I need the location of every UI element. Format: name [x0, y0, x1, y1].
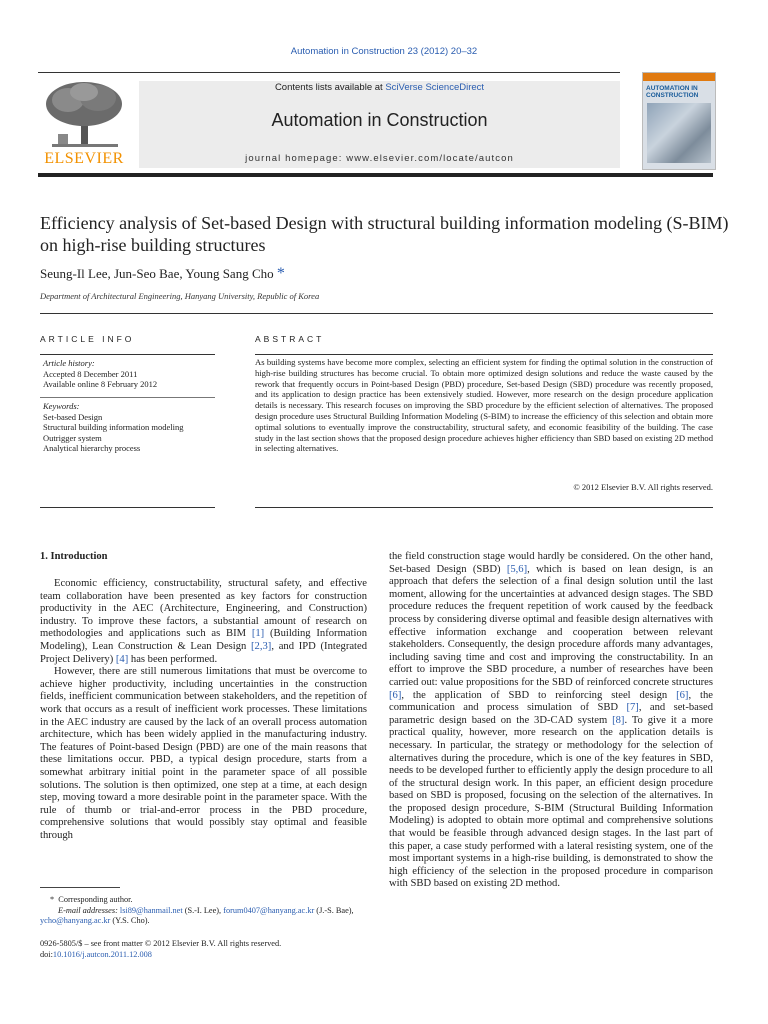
article-title: Efficiency analysis of Set-based Design with structural building information modeling (S-BIM) on high-rise building structures — [40, 213, 729, 255]
abstract-bottom-rule — [255, 507, 713, 508]
citation-link[interactable]: [1] — [251, 628, 265, 640]
article-info-heading: ARTICLE INFO — [40, 334, 135, 344]
section-heading-introduction: 1. Introduction — [40, 551, 108, 562]
author-affiliation: Department of Architectural Engineering, Hanyang University, Republic of Korea — [40, 291, 320, 301]
elsevier-wordmark: ELSEVIER — [44, 150, 124, 167]
cover-title: AUTOMATION IN CONSTRUCTION — [646, 85, 699, 99]
corresponding-author-mark[interactable]: * — [276, 265, 285, 282]
email-link[interactable]: ycho@hanyang.ac.kr — [40, 916, 111, 925]
journal-reference[interactable]: Automation in Construction 23 (2012) 20–32 — [290, 46, 478, 57]
author-list: Seung-Il Lee, Jun-Seo Bae, Young Sang Cho * — [40, 265, 285, 282]
history-label: Article history: — [43, 358, 95, 368]
article-info-rule — [40, 354, 215, 355]
elsevier-logo — [38, 78, 130, 168]
email-link[interactable]: forum0407@hanyang.ac.kr — [223, 905, 315, 915]
intro-paragraph-1: Economic efficiency, constructability, structural safety, and effective team collaboration have been presented as key factors for construction productivity in the AEC (Architecture, Engineering, and Construction) industry. To improve these factors, a substantial amount of research on methodologies and applications such as BIM [1] (Building Information Modeling), Lean Construction & Lean Design [2,3], and IPD (Integrated Project Delivery) [4] has been performed. — [40, 578, 367, 665]
keyword-item: Set-based Design — [43, 411, 103, 422]
issn-line: 0926-5805/$ – see front matter © 2012 Elsevier B.V. All rights reserved. — [40, 939, 282, 948]
keyword-item: Analytical hierarchy process — [43, 443, 141, 453]
abstract-text: As building systems have become more complex, selecting an efficient system for finding the optimal solution in the construction of high-rise building structures has become crucial. To obtain more optimized design solutions and reduce the waste caused by the rework that frequently occurs in Point-based Design (PBD) procedure, Set-based Design (SBD) procedure was recently proposed, and its application to design practice has been extensively studied. However, more research on the design procedure application details is necessary. This research focuses on improving the SBD procedure by the efficient selection of alternatives. The proposed design procedure uses Structural Building Information Modeling (S-BIM) to increase the efficiency of this selection and obtain more optimal solutions to eventually improve the constructability, structural safety, and economic feasibility of the building. The case study in the last section shows that the proposed design procedure achieves higher efficiency than SBD based on existing 2D method in selecting alternatives. — [255, 357, 713, 454]
citation-link[interactable]: [5,6] — [506, 563, 528, 575]
article-history — [43, 358, 218, 390]
article-info-bottom-rule — [40, 507, 215, 508]
citation-link[interactable]: [8] — [612, 714, 625, 726]
journal-cover-thumbnail — [642, 72, 716, 170]
email-link[interactable]: lsi89@hanmail.net — [119, 905, 183, 915]
copyright-line: © 2012 Elsevier B.V. All rights reserved. — [573, 482, 713, 492]
journal-title: Automation in Construction — [271, 110, 488, 130]
footnotes — [40, 895, 370, 927]
keywords-label: Keywords: — [43, 401, 80, 411]
citation-link[interactable]: [2,3] — [251, 640, 272, 652]
journal-homepage[interactable]: journal homepage: www.elsevier.com/locate/autcon — [245, 153, 514, 164]
citation-link[interactable]: [7] — [626, 702, 639, 714]
header-top-rule — [38, 72, 620, 73]
header-bottom-rule — [38, 173, 713, 177]
intro-paragraph-2: However, there are still numerous limitations that must be overcome to achieve higher productivity, including uncertainties in the construction fields, inefficient communication between stakeholders, and the repetition of work that occurs as a result of inefficient work processes. These limitations in the AEC industry are caused by the lack of an overall process automation architecture, which has been widely applied in the manufacturing industry. The features of Point-based Design (PBD) are one of the main reasons that these limitations occur. PBD, a typical design procedure, starts from a somewhat arbitrary initial point in the parameter space of all possible solutions. The solution is then optimized, one step at a time, at each design step, moving toward a more desirable point in the parameter space. With the rule of thumb or trial-and-error process in the PBD procedure, comprehensive solutions that would possibly stay optimal and feasible through — [40, 666, 367, 841]
contents-availability: Contents lists available at SciVerse ScienceDirect — [274, 82, 485, 93]
citation-link[interactable]: [6] — [676, 689, 689, 701]
citation-link[interactable]: [6] — [389, 689, 402, 701]
cover-top-band — [643, 73, 715, 81]
tree-icon — [38, 78, 130, 150]
accepted-date: Accepted 8 December 2011 — [43, 368, 138, 379]
cover-image — [647, 103, 711, 163]
doi-line: doi:10.1016/j.autcon.2011.12.008 — [40, 949, 152, 959]
keyword-item: Outrigger system — [43, 432, 102, 443]
footnote-rule — [40, 887, 120, 888]
online-date: Available online 8 February 2012 — [43, 379, 158, 389]
intro-left-column — [40, 578, 367, 842]
sciencedirect-link[interactable]: SciVerse ScienceDirect — [385, 82, 485, 93]
intro-paragraph-continued: the field construction stage would hardly be considered. On the other hand, Set-based Design (SBD) [5,6], which is based on lean design, is an approach that defers the selection of a final design solution until the last moment, allowing for the uncertainties at advanced design stages. The SBD procedure reduces the frequent repetition of work caused by the feedback process by considering diverse optimal and feasible design alternatives with effective information exchange and cooperation between relevant stakeholders. Consequently, the design procedure affords many advantages, including saving time and cost and improving the constructability. In an effort to improve the SBD procedure, a number of researches have been carried out: value propositions for the SBD of reinforced concrete structures [6], the application of SBD to reinforcing steel design [6], the communication and process simulation of SBD [7], and set-based parametric design based on the 3D-CAD system [8]. To give it a more practical quality, however, more research on the application details is necessary. In particular, the strategy or methodology for the selection of alternatives during the procedure, which is one of the key features in SBD, needs to be developed further to efficiently apply the design procedure to all of the structural design work. In this paper, an efficient design procedure based on SBD is proposed, focusing on the selection of the alternatives. In the proposed design procedure, S-BIM (Structural Building Information Modeling) is adopted to obtain more optimal and comprehensive solutions that would be feasible through advanced design stages. In the last part of this paper, a case study performed with a lateral resisting system, one of the most important systems in a high-rise building, is demonstrated to show the high efficiency of the selection in the proposed procedure in comparison with SBD based on existing 2D method. — [389, 551, 713, 890]
title-separator — [40, 313, 713, 314]
citation-link[interactable]: [4] — [115, 653, 129, 665]
corresponding-footnote: * Corresponding author. — [50, 895, 133, 904]
email-footnote: E-mail addresses: lsi89@hanmail.net (S.-I. Lee), forum0407@hanyang.ac.kr (J.-S. Bae), — [58, 905, 354, 915]
keywords-block — [43, 401, 218, 454]
abstract-heading: ABSTRACT — [255, 334, 325, 344]
abstract-rule — [255, 354, 713, 355]
keywords-rule — [40, 397, 215, 398]
doi-link[interactable]: 10.1016/j.autcon.2011.12.008 — [52, 949, 152, 959]
email-footnote-continued: ycho@hanyang.ac.kr (Y.S. Cho). — [40, 916, 150, 925]
intro-right-column — [389, 551, 713, 891]
keyword-item: Structural building information modeling — [43, 422, 184, 432]
publication-info — [40, 939, 380, 960]
